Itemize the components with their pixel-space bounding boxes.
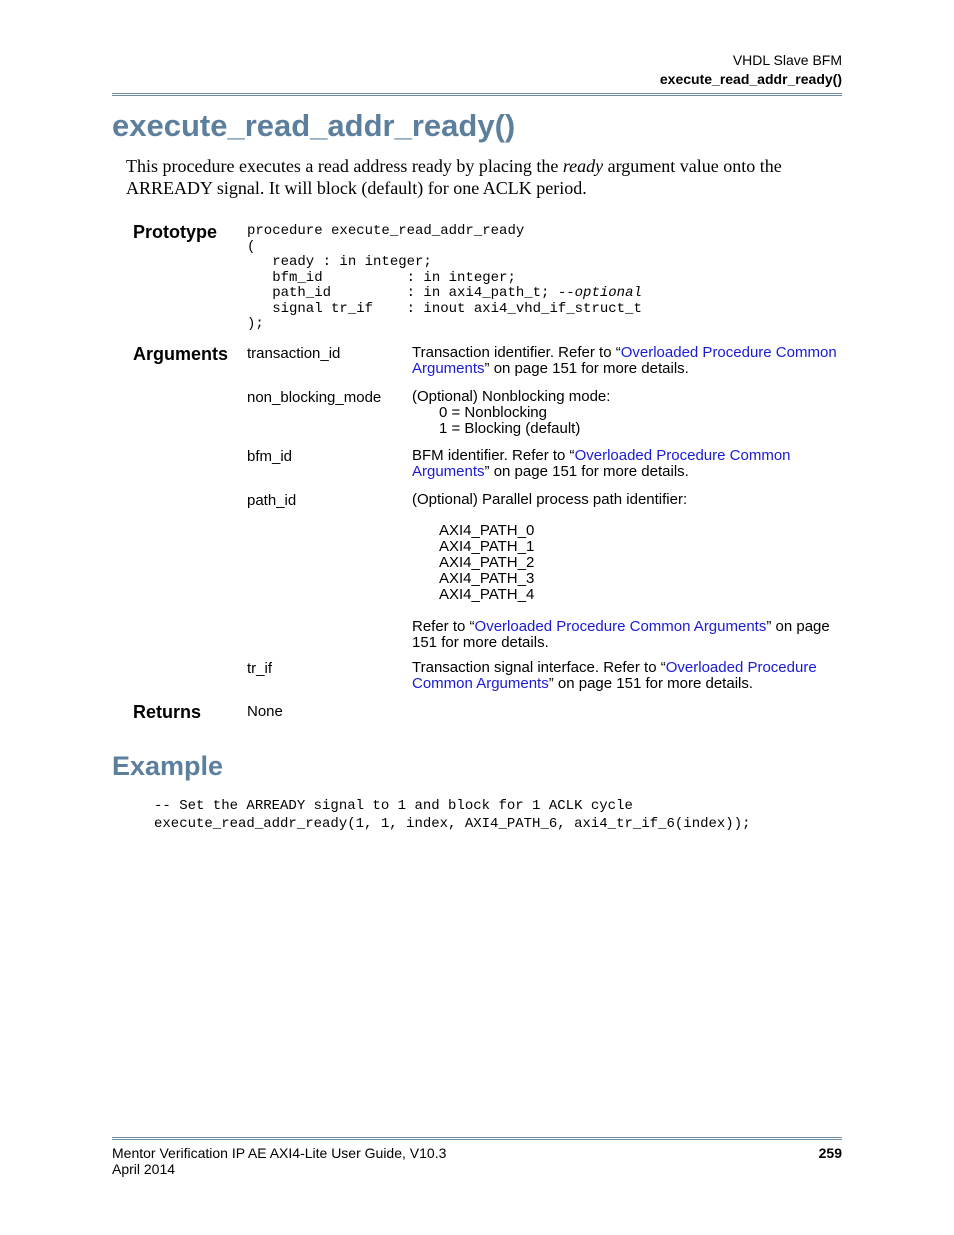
prototype-code-main: procedure execute_read_addr_ready ( ready : in integer; bfm_id : in integer; path_id : in axi4_path_t; --	[247, 223, 575, 301]
arg-desc-text: (Optional) Nonblocking mode:	[412, 388, 611, 405]
path-value: AXI4_PATH_3	[439, 570, 535, 587]
arg-desc-path-id	[412, 492, 842, 651]
arg-desc-tr-if	[412, 660, 842, 692]
xref-link[interactable]: Overloaded Procedure Common Arguments	[412, 659, 817, 692]
arg-desc-transaction-id	[412, 345, 842, 377]
arguments-label: Arguments	[133, 344, 229, 364]
xref-link[interactable]: Overloaded Procedure Common Arguments	[474, 618, 767, 635]
arg-option: 0 = Nonblocking	[439, 404, 547, 421]
example-code: -- Set the ARREADY signal to 1 and block for 1 ACLK cycle execute_read_addr_ready(1, 1, index, AXI4_PATH_6, axi4_tr_if_6(index));	[154, 798, 751, 832]
footer-date: April 2014	[112, 1161, 176, 1177]
xref-link[interactable]: Overloaded Procedure Common Arguments	[412, 344, 837, 377]
arg-name-non-blocking-mode: non_blocking_mode	[247, 389, 382, 406]
prototype-label: Prototype	[133, 222, 218, 242]
arg-option: 1 = Blocking (default)	[439, 420, 581, 437]
arg-desc-non-blocking-mode	[412, 389, 842, 437]
page-title: execute_read_addr_ready()	[112, 108, 516, 143]
header-topic: execute_read_addr_ready()	[659, 71, 842, 87]
path-value: AXI4_PATH_4	[439, 586, 535, 603]
arg-desc-refer	[412, 619, 842, 651]
intro-text-end: argument value onto the ARREADY signal. It will block (default) for one ACLK period.	[126, 156, 782, 198]
arg-desc-text: ” on page 151 for more details.	[412, 618, 830, 651]
path-value: AXI4_PATH_1	[439, 538, 535, 555]
arg-desc-text: Transaction identifier. Refer to “	[412, 344, 621, 361]
intro-text-start: This procedure executes a read address ready by placing the	[126, 156, 563, 176]
arg-name-path-id: path_id	[247, 492, 297, 509]
intro-italic-term: ready	[562, 156, 604, 176]
prototype-code	[247, 224, 642, 333]
footer-rule	[112, 1137, 842, 1140]
arg-desc-text: (Optional) Parallel process path identifier:	[412, 491, 688, 508]
arg-desc-text: BFM identifier. Refer to “	[412, 447, 575, 464]
intro-paragraph	[126, 155, 842, 199]
example-heading: Example	[112, 751, 224, 781]
prototype-code-comment: optional	[574, 285, 642, 301]
path-value: AXI4_PATH_2	[439, 554, 535, 571]
arg-desc-bfm-id	[412, 448, 842, 480]
arg-name-bfm-id: bfm_id	[247, 448, 293, 465]
path-value: AXI4_PATH_0	[439, 522, 535, 539]
arg-desc-text: Transaction signal interface. Refer to “	[412, 659, 666, 676]
arg-name-tr-if: tr_if	[247, 660, 273, 677]
page-number: 259	[818, 1145, 842, 1161]
arg-desc-text: ” on page 151 for more details.	[548, 675, 754, 692]
returns-label: Returns	[133, 702, 202, 722]
prototype-code-tail: signal tr_if : inout axi4_vhd_if_struct_t );	[247, 300, 642, 332]
arg-desc-text: ” on page 151 for more details.	[484, 360, 689, 377]
arg-desc-text: Refer to “	[412, 618, 475, 635]
header-section: VHDL Slave BFM	[732, 52, 842, 68]
arg-name-transaction-id: transaction_id	[247, 345, 341, 362]
arg-desc-text: ” on page 151 for more details.	[484, 463, 689, 480]
xref-link[interactable]: Overloaded Procedure Common Arguments	[412, 447, 791, 480]
returns-value: None	[247, 703, 283, 720]
header-rule	[112, 93, 842, 96]
footer-guide-title: Mentor Verification IP AE AXI4-Lite User Guide, V10.3	[112, 1145, 447, 1161]
